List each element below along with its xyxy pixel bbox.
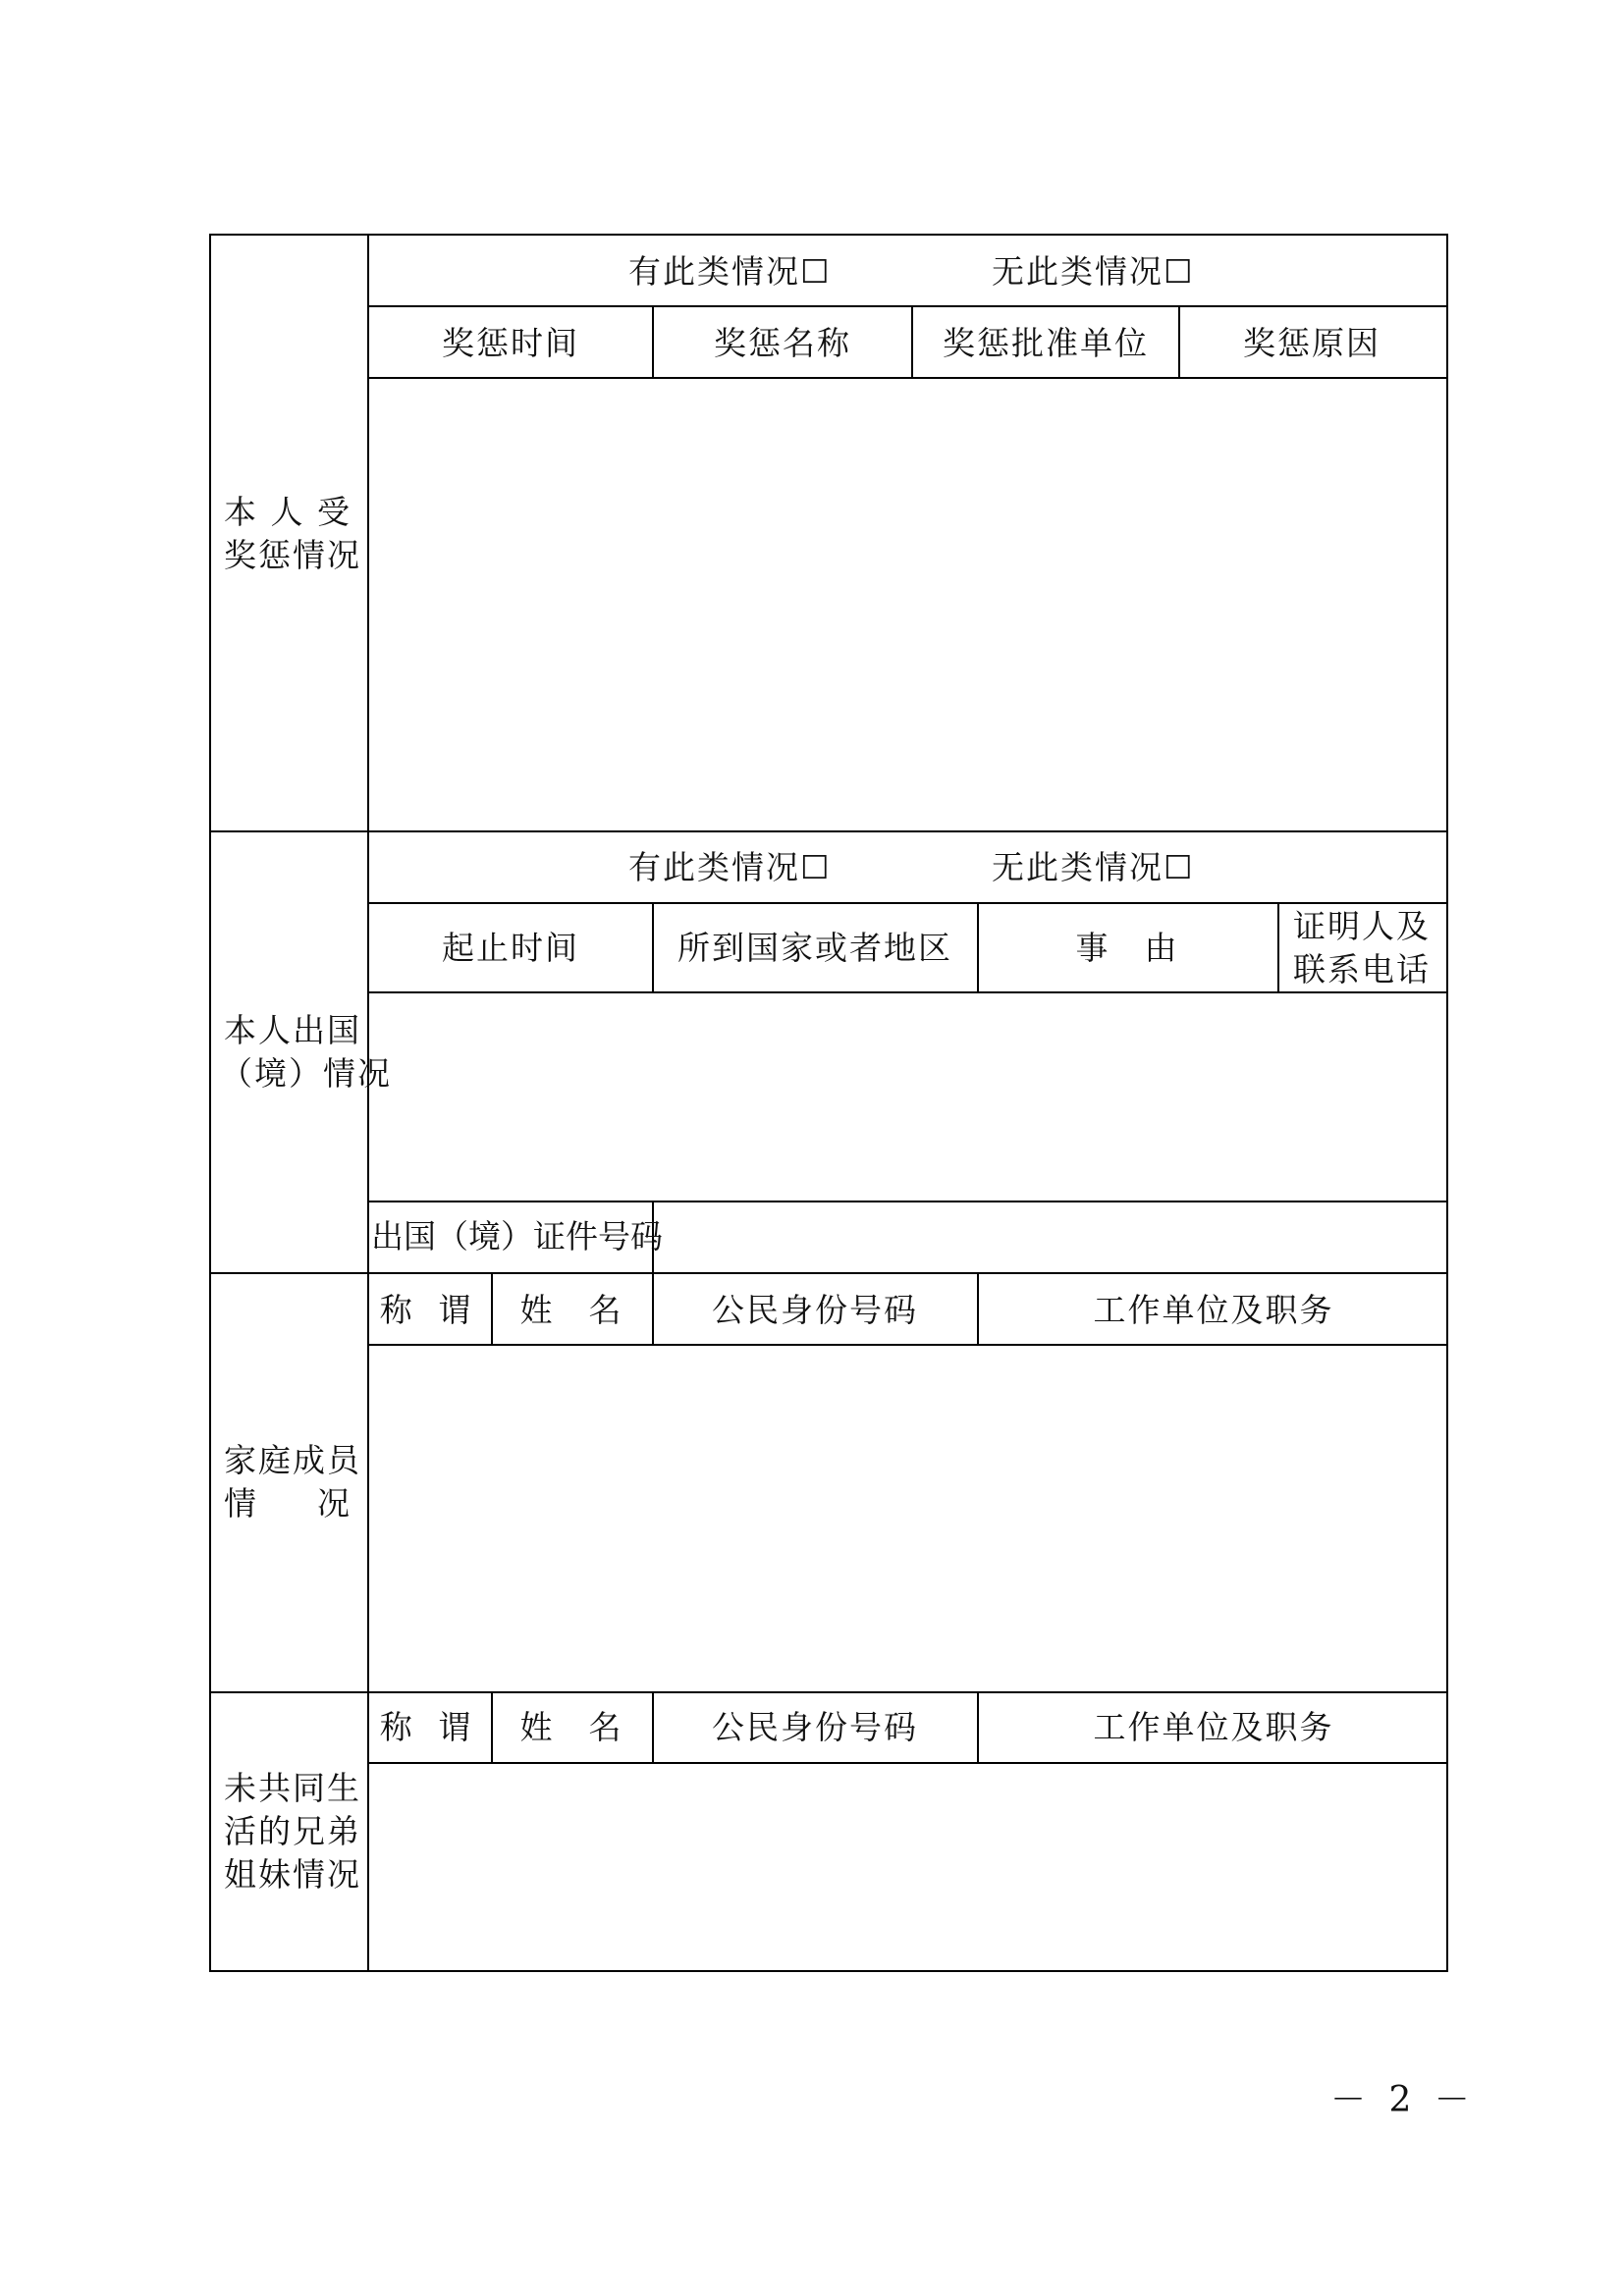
label-line: 活的兄弟 xyxy=(224,1812,361,1850)
header-name: 姓 名 xyxy=(519,1708,623,1746)
page-number: － 2 － xyxy=(1330,2080,1476,2120)
col-line xyxy=(977,1272,979,1346)
table-border-right xyxy=(1446,234,1448,1972)
header-destination: 所到国家或者地区 xyxy=(677,929,952,967)
label-line: 家庭成员 xyxy=(224,1441,361,1479)
col-line xyxy=(1178,305,1180,379)
col-line xyxy=(652,305,654,379)
col-line xyxy=(911,305,913,379)
col-line xyxy=(652,902,654,993)
label-line xyxy=(224,1482,352,1525)
table-border-bottom xyxy=(209,1970,1448,1972)
header-employer-position: 工作单位及职务 xyxy=(1093,1291,1334,1329)
col-line xyxy=(977,1691,979,1764)
no-situation-checkbox[interactable]: 无此类情况☐ xyxy=(992,848,1195,886)
header-period: 起止时间 xyxy=(442,929,579,967)
header-reward-time: 奖惩时间 xyxy=(442,324,579,362)
header-relation: 称 谓 xyxy=(379,1291,479,1329)
passport-number-field[interactable] xyxy=(654,1202,1445,1272)
col-line xyxy=(977,902,979,993)
label-line: （境）情况 xyxy=(220,1054,392,1093)
label-char: 况 xyxy=(317,1484,352,1522)
col-line xyxy=(652,1272,654,1346)
header-id-number: 公民身份号码 xyxy=(712,1708,918,1746)
section-divider xyxy=(209,1272,1448,1274)
family-section-label xyxy=(224,1439,361,1525)
col-line xyxy=(491,1272,493,1346)
row-line xyxy=(367,377,1448,379)
has-situation-checkbox[interactable]: 有此类情况☐ xyxy=(628,252,832,291)
col-line xyxy=(1277,902,1279,993)
no-situation-checkbox[interactable]: 无此类情况☐ xyxy=(992,252,1195,291)
label-line: 姐妹情况 xyxy=(224,1855,361,1894)
row-line xyxy=(367,1762,1448,1764)
section-divider xyxy=(209,830,1448,832)
header-reward-name: 奖惩名称 xyxy=(714,324,851,362)
header-reason: 事 由 xyxy=(1075,929,1179,967)
table-border-left xyxy=(209,234,211,1972)
table-border-top xyxy=(209,234,1448,236)
label-line: 本 人 受 xyxy=(224,493,352,531)
header-employer-position: 工作单位及职务 xyxy=(1093,1708,1334,1746)
label-column-divider xyxy=(367,234,369,1972)
header-relation: 称 谓 xyxy=(379,1708,479,1746)
passport-number-label: 出国（境）证件号码 xyxy=(371,1217,663,1255)
row-line xyxy=(367,305,1448,307)
siblings-section-label xyxy=(224,1767,361,1896)
header-reward-approver: 奖惩批准单位 xyxy=(943,324,1149,362)
header-reward-reason: 奖惩原因 xyxy=(1243,324,1380,362)
abroad-section-label xyxy=(220,1009,392,1095)
header-name: 姓 名 xyxy=(519,1291,623,1329)
rewards-section-label xyxy=(224,491,361,577)
row-line xyxy=(367,902,1448,904)
header-witness-phone: 联系电话 xyxy=(1293,950,1431,988)
label-line: 未共同生 xyxy=(224,1769,361,1807)
col-line xyxy=(652,1691,654,1764)
label-line: 本人出国 xyxy=(224,1011,361,1049)
section-divider xyxy=(209,1691,1448,1693)
label-char: 情 xyxy=(224,1484,258,1522)
col-line xyxy=(491,1691,493,1764)
has-situation-checkbox[interactable]: 有此类情况☐ xyxy=(628,848,832,886)
row-line xyxy=(367,991,1448,993)
label-line: 奖惩情况 xyxy=(224,536,361,574)
header-witness: 证明人及 xyxy=(1293,907,1431,945)
row-line xyxy=(367,1344,1448,1346)
header-id-number: 公民身份号码 xyxy=(712,1291,918,1329)
